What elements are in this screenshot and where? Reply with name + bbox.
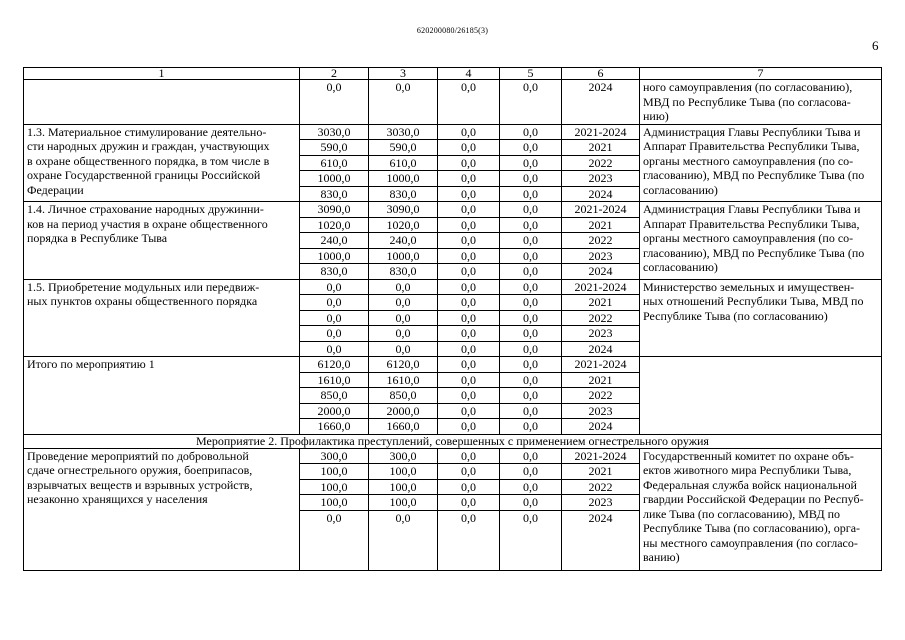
amount-cell: 1660,0 xyxy=(300,419,369,435)
amount-cell: 0,0 xyxy=(438,295,500,311)
year-cell: 2023 xyxy=(562,495,640,511)
amount-cell: 0,0 xyxy=(500,495,562,511)
text-line: гласованию), МВД по Республике Тыва (по xyxy=(643,245,865,260)
text-line: согласованию) xyxy=(643,260,718,274)
year-cell: 2021-2024 xyxy=(562,279,640,295)
year-cell: 2021-2024 xyxy=(562,448,640,464)
amount-cell: 0,0 xyxy=(500,388,562,404)
amount-cell: 0,0 xyxy=(438,217,500,233)
column-header: 5 xyxy=(500,68,562,80)
amount-cell: 590,0 xyxy=(300,140,369,156)
amount-cell: 240,0 xyxy=(300,233,369,249)
amount-cell: 0,0 xyxy=(438,479,500,495)
text-line: Проведение мероприятий по добровольной xyxy=(27,448,249,463)
amount-cell: 0,0 xyxy=(500,310,562,326)
column-header: 4 xyxy=(438,68,500,80)
amount-cell: 610,0 xyxy=(300,155,369,171)
amount-cell: 100,0 xyxy=(300,495,369,511)
year-cell: 2021-2024 xyxy=(562,124,640,140)
amount-cell: 240,0 xyxy=(369,233,438,249)
year-cell: 2021 xyxy=(562,140,640,156)
amount-cell: 0,0 xyxy=(438,388,500,404)
table-row xyxy=(24,357,882,373)
year-cell: 2022 xyxy=(562,388,640,404)
amount-cell: 610,0 xyxy=(369,155,438,171)
activity-name-cell xyxy=(24,357,300,435)
year-cell: 2021-2024 xyxy=(562,357,640,373)
text-line: Государственный комитет по охране объ- xyxy=(643,448,854,463)
amount-cell: 0,0 xyxy=(500,326,562,342)
year-cell: 2023 xyxy=(562,403,640,419)
text-line: Республике Тыва (по согласованию), орга- xyxy=(643,521,861,535)
amount-cell: 850,0 xyxy=(300,388,369,404)
year-cell: 2024 xyxy=(562,510,640,570)
text-line: органы местного самоуправления (по со- xyxy=(643,153,854,168)
amount-cell: 0,0 xyxy=(500,479,562,495)
text-line: ектов животного мира Республики Тыва, xyxy=(643,463,852,477)
amount-cell: 0,0 xyxy=(500,217,562,233)
text-line: гласованию), МВД по Республике Тыва (по xyxy=(643,168,865,182)
amount-cell: 1000,0 xyxy=(300,248,369,264)
amount-cell: 100,0 xyxy=(300,479,369,495)
text-line: Федеральная служба войск национальной xyxy=(643,477,857,492)
amount-cell: 0,0 xyxy=(500,186,562,202)
document-id: 620200080/26185(3) xyxy=(416,26,489,35)
text-line: Аппарат Правительства Республики Тыва, xyxy=(643,216,860,231)
amount-cell: 0,0 xyxy=(369,326,438,342)
text-line: ных отношений Республики Тыва, МВД по xyxy=(643,294,864,308)
amount-cell: 830,0 xyxy=(369,264,438,280)
table-row xyxy=(24,448,882,464)
executor-cell xyxy=(640,124,882,202)
amount-cell: 0,0 xyxy=(438,495,500,511)
amount-cell: 0,0 xyxy=(300,510,369,570)
amount-cell: 0,0 xyxy=(500,279,562,295)
text-line: согласованию) xyxy=(643,182,718,197)
amount-cell: 1000,0 xyxy=(300,171,369,187)
amount-cell: 3030,0 xyxy=(300,124,369,140)
column-header: 2 xyxy=(300,68,369,80)
amount-cell: 0,0 xyxy=(300,80,369,125)
amount-cell: 0,0 xyxy=(500,248,562,264)
amount-cell: 0,0 xyxy=(300,279,369,295)
amount-cell: 0,0 xyxy=(438,264,500,280)
year-cell: 2024 xyxy=(562,341,640,357)
table-row xyxy=(24,202,882,218)
text-line: взрывчатых веществ и взрывных устройств, xyxy=(27,477,253,492)
text-line: лике Тыва (по согласованию), МВД по xyxy=(643,506,841,521)
amount-cell: 100,0 xyxy=(300,464,369,480)
amount-cell: 0,0 xyxy=(438,341,500,357)
activity-name-cell xyxy=(24,279,300,357)
year-cell: 2023 xyxy=(562,248,640,264)
amount-cell: 0,0 xyxy=(438,419,500,435)
amount-cell: 100,0 xyxy=(369,479,438,495)
amount-cell: 2000,0 xyxy=(300,403,369,419)
amount-cell: 0,0 xyxy=(500,202,562,218)
year-cell: 2023 xyxy=(562,171,640,187)
year-cell: 2022 xyxy=(562,155,640,171)
amount-cell: 0,0 xyxy=(438,279,500,295)
text-line: охране Государственной границы Российской xyxy=(27,168,261,182)
executor-cell xyxy=(640,448,882,570)
text-line: ного самоуправления (по согласованию), xyxy=(643,80,853,94)
amount-cell: 0,0 xyxy=(500,264,562,280)
amount-cell: 0,0 xyxy=(300,295,369,311)
amount-cell: 2000,0 xyxy=(369,403,438,419)
text-line: МВД по Республике Тыва (по согласова- xyxy=(643,94,851,109)
section-title-row xyxy=(24,434,882,448)
amount-cell: 0,0 xyxy=(438,155,500,171)
year-cell: 2024 xyxy=(562,186,640,202)
amount-cell: 1660,0 xyxy=(369,419,438,435)
table-header-row xyxy=(24,68,882,80)
amount-cell: 0,0 xyxy=(500,372,562,388)
amount-cell: 300,0 xyxy=(369,448,438,464)
amount-cell: 3090,0 xyxy=(300,202,369,218)
amount-cell: 0,0 xyxy=(438,171,500,187)
year-cell: 2024 xyxy=(562,264,640,280)
text-line: Администрация Главы Республики Тыва и xyxy=(643,202,861,216)
text-line: Федерации xyxy=(27,182,84,197)
executor-cell xyxy=(640,202,882,280)
amount-cell: 0,0 xyxy=(438,510,500,570)
text-line: Итого по мероприятию 1 xyxy=(27,357,155,371)
amount-cell: 0,0 xyxy=(438,186,500,202)
executor-cell xyxy=(640,80,882,125)
text-line: 1.3. Материальное стимулирование деятельно- xyxy=(27,124,267,139)
section-title: Мероприятие 2. Профилактика преступлений, совершенных с применением огнестрельного оружия xyxy=(24,434,882,448)
amount-cell: 0,0 xyxy=(438,233,500,249)
text-line: гвардии Российской Федерации по Респуб- xyxy=(643,492,864,506)
amount-cell: 0,0 xyxy=(500,80,562,125)
text-line: ны местного самоуправления (по согласо- xyxy=(643,535,858,550)
amount-cell: 0,0 xyxy=(500,419,562,435)
amount-cell: 0,0 xyxy=(438,124,500,140)
text-line: в охране общественного порядка, в том числе в xyxy=(27,153,270,168)
text-line: Администрация Главы Республики Тыва и xyxy=(643,124,861,139)
amount-cell: 0,0 xyxy=(500,124,562,140)
amount-cell: 1020,0 xyxy=(300,217,369,233)
year-cell: 2024 xyxy=(562,419,640,435)
amount-cell: 100,0 xyxy=(369,464,438,480)
amount-cell: 3090,0 xyxy=(369,202,438,218)
amount-cell: 0,0 xyxy=(369,341,438,357)
amount-cell: 0,0 xyxy=(438,80,500,125)
amount-cell: 0,0 xyxy=(500,403,562,419)
amount-cell: 0,0 xyxy=(500,510,562,570)
text-line: органы местного самоуправления (по со- xyxy=(643,231,854,245)
column-header: 1 xyxy=(24,68,300,80)
amount-cell: 850,0 xyxy=(369,388,438,404)
text-line: Республике Тыва (по согласованию) xyxy=(643,308,828,323)
amount-cell: 0,0 xyxy=(438,248,500,264)
amount-cell: 0,0 xyxy=(300,341,369,357)
year-cell: 2023 xyxy=(562,326,640,342)
amount-cell: 0,0 xyxy=(369,279,438,295)
amount-cell: 0,0 xyxy=(369,80,438,125)
activity-name-cell xyxy=(24,80,300,125)
amount-cell: 1000,0 xyxy=(369,171,438,187)
amount-cell: 830,0 xyxy=(300,186,369,202)
amount-cell: 0,0 xyxy=(500,155,562,171)
year-cell: 2022 xyxy=(562,233,640,249)
amount-cell: 0,0 xyxy=(438,403,500,419)
text-line: незаконно хранящихся у населения xyxy=(27,492,208,506)
table-row xyxy=(24,80,882,125)
amount-cell: 0,0 xyxy=(500,140,562,156)
amount-cell: 300,0 xyxy=(300,448,369,464)
amount-cell: 0,0 xyxy=(500,233,562,249)
amount-cell: 0,0 xyxy=(438,140,500,156)
page-number: 6 xyxy=(872,38,879,53)
year-cell: 2021 xyxy=(562,295,640,311)
amount-cell: 0,0 xyxy=(500,357,562,373)
text-line: ванию) xyxy=(643,550,680,564)
budget-table xyxy=(23,67,882,571)
amount-cell: 6120,0 xyxy=(300,357,369,373)
amount-cell: 0,0 xyxy=(369,295,438,311)
amount-cell: 0,0 xyxy=(500,341,562,357)
text-line: порядка в Республике Тыва xyxy=(27,231,168,245)
amount-cell: 100,0 xyxy=(369,495,438,511)
amount-cell: 0,0 xyxy=(500,295,562,311)
amount-cell: 0,0 xyxy=(500,171,562,187)
year-cell: 2022 xyxy=(562,479,640,495)
year-cell: 2021 xyxy=(562,372,640,388)
year-cell: 2024 xyxy=(562,80,640,125)
table-row xyxy=(24,124,882,140)
amount-cell: 1000,0 xyxy=(369,248,438,264)
amount-cell: 0,0 xyxy=(500,464,562,480)
amount-cell: 0,0 xyxy=(369,510,438,570)
amount-cell: 1610,0 xyxy=(300,372,369,388)
activity-name-cell xyxy=(24,448,300,570)
year-cell: 2021 xyxy=(562,464,640,480)
amount-cell: 0,0 xyxy=(438,464,500,480)
year-cell: 2022 xyxy=(562,310,640,326)
executor-cell xyxy=(640,279,882,357)
column-header: 6 xyxy=(562,68,640,80)
text-line: ков на период участия в охране общественного xyxy=(27,216,268,231)
amount-cell: 6120,0 xyxy=(369,357,438,373)
amount-cell: 830,0 xyxy=(300,264,369,280)
year-cell: 2021-2024 xyxy=(562,202,640,218)
amount-cell: 1020,0 xyxy=(369,217,438,233)
amount-cell: 0,0 xyxy=(300,310,369,326)
table-row xyxy=(24,279,882,295)
amount-cell: 0,0 xyxy=(369,310,438,326)
amount-cell: 0,0 xyxy=(300,326,369,342)
text-line: Министерство земельных и имуществен- xyxy=(643,279,855,294)
amount-cell: 0,0 xyxy=(500,448,562,464)
text-line: Аппарат Правительства Республики Тыва, xyxy=(643,139,860,153)
amount-cell: 1610,0 xyxy=(369,372,438,388)
activity-name-cell xyxy=(24,202,300,280)
column-header: 7 xyxy=(640,68,882,80)
year-cell: 2021 xyxy=(562,217,640,233)
amount-cell: 0,0 xyxy=(438,310,500,326)
text-line: 1.5. Приобретение модульных или передвиж- xyxy=(27,279,260,294)
amount-cell: 3030,0 xyxy=(369,124,438,140)
text-line: 1.4. Личное страхование народных дружинни- xyxy=(27,202,264,216)
amount-cell: 0,0 xyxy=(438,202,500,218)
amount-cell: 830,0 xyxy=(369,186,438,202)
amount-cell: 0,0 xyxy=(438,448,500,464)
text-line: ных пунктов охраны общественного порядка xyxy=(27,294,258,308)
amount-cell: 0,0 xyxy=(438,372,500,388)
column-header: 3 xyxy=(369,68,438,80)
text-line: сдаче огнестрельного оружия, боеприпасов, xyxy=(27,463,253,477)
amount-cell: 590,0 xyxy=(369,140,438,156)
text-line: сти народных дружин и граждан, участвующих xyxy=(27,139,270,153)
text-line: нию) xyxy=(643,109,669,123)
activity-name-cell xyxy=(24,124,300,202)
amount-cell: 0,0 xyxy=(438,326,500,342)
amount-cell: 0,0 xyxy=(438,357,500,373)
executor-cell xyxy=(640,357,882,435)
